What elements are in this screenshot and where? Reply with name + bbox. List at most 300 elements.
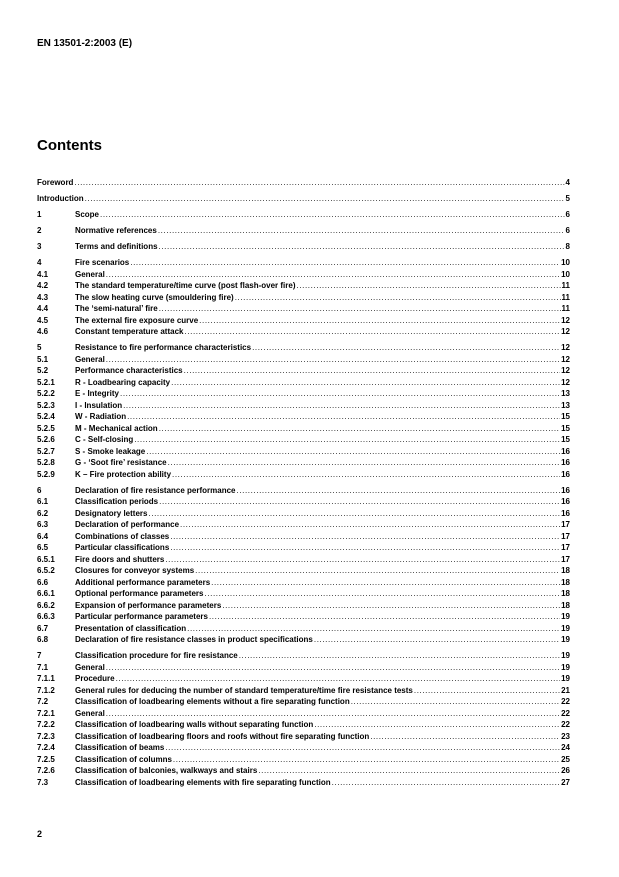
toc-dot-leader: [165, 554, 560, 566]
toc-entry-body: [75, 519, 570, 531]
toc-entry[interactable]: [37, 423, 570, 435]
toc-entry-label: Particular classifications: [75, 543, 170, 552]
toc-entry-page: 5: [565, 194, 570, 203]
toc-entry-body: [75, 542, 570, 554]
toc-entry-body: [75, 673, 570, 685]
toc-entry-page: 19: [561, 635, 570, 644]
toc-entry-page: 12: [561, 315, 570, 325]
toc-entry-page: 13: [561, 400, 570, 410]
toc-entry-label: I - Insulation: [75, 400, 123, 410]
toc-entry-page: 21: [561, 685, 570, 695]
toc-entry[interactable]: [37, 754, 570, 766]
toc-entry-label: The standard temperature/time curve (post flash-over fire): [75, 281, 296, 290]
toc-entry[interactable]: [37, 209, 570, 221]
toc-entry[interactable]: [37, 177, 570, 189]
toc-entry[interactable]: [37, 577, 570, 589]
toc-entry-body: [75, 731, 570, 743]
toc-entry-page: 12: [561, 354, 570, 364]
toc-entry-number: 6.6.2: [37, 600, 55, 610]
toc-entry-page: 15: [561, 412, 570, 421]
toc-entry[interactable]: [37, 269, 570, 281]
toc-dot-leader: [134, 434, 560, 446]
toc-entry[interactable]: [37, 457, 570, 469]
toc-entry-body: [75, 611, 570, 623]
toc-entry-body: [75, 280, 570, 292]
toc-dot-leader: [170, 542, 560, 554]
toc-entry-page: 17: [561, 520, 570, 529]
toc-entry-label: Terms and definitions: [75, 242, 158, 251]
toc-dot-leader: [170, 531, 560, 543]
toc-entry-label: Classification procedure for fire resistance: [75, 651, 238, 660]
toc-dot-leader: [187, 623, 560, 635]
toc-entry-number: 5.2.4: [37, 412, 55, 421]
toc-entry[interactable]: [37, 411, 570, 423]
toc-entry-number: 6.7: [37, 623, 49, 633]
toc-dot-leader: [116, 673, 561, 685]
toc-dot-leader: [314, 719, 560, 731]
toc-entry-label: The slow heating curve (smouldering fire): [75, 292, 234, 302]
toc-entry-body: [75, 708, 570, 720]
toc-entry-number: 5.2.8: [37, 458, 55, 467]
toc-entry-number: 6: [37, 485, 42, 495]
toc-entry-number: 7.3: [37, 777, 49, 787]
toc-entry-number: 6.6.1: [37, 589, 55, 598]
toc-entry-number: 6.1: [37, 497, 49, 506]
toc-entry-page: 12: [561, 343, 570, 352]
toc-entry-label: Classification of loadbearing floors and roofs without fire separating function: [75, 731, 370, 741]
toc-entry[interactable]: [37, 400, 570, 412]
toc-dot-leader: [209, 611, 560, 623]
toc-entry[interactable]: [37, 623, 570, 635]
toc-entry-body: [75, 365, 570, 377]
toc-entry-number: 4.5: [37, 315, 49, 325]
toc-entry-number: 6.4: [37, 531, 49, 541]
toc-entry-label: General rules for deducing the number of standard temperature/time fire resistance tests: [75, 685, 413, 695]
toc-entry-body: [75, 292, 570, 304]
toc-dot-leader: [199, 315, 560, 327]
toc-entry[interactable]: [37, 634, 570, 646]
toc-entry-body: [75, 496, 570, 508]
toc-entry-page: 26: [561, 766, 570, 775]
toc-entry-page: 22: [561, 708, 570, 718]
toc-dot-leader: [172, 469, 560, 481]
toc-dot-leader: [158, 225, 565, 237]
toc-entry[interactable]: [37, 257, 570, 269]
toc-entry-body: [75, 777, 570, 789]
toc-entry-body: [37, 177, 570, 189]
toc-entry[interactable]: [37, 742, 570, 754]
toc-entry-page: 22: [561, 697, 570, 706]
toc-entry-body: [75, 303, 570, 315]
toc-entry-page: 23: [561, 731, 570, 741]
toc-entry-body: [75, 531, 570, 543]
toc-entry-body: [75, 485, 570, 497]
toc-entry-label: Performance characteristics: [75, 366, 183, 375]
toc-entry-label: S - Smoke leakage: [75, 446, 146, 456]
toc-dot-leader: [171, 377, 560, 389]
toc-entry-page: 25: [561, 754, 570, 764]
page-number: 2: [37, 829, 43, 839]
toc-entry-page: 11: [561, 281, 570, 290]
toc-entry[interactable]: [37, 531, 570, 543]
toc-entry-page: 19: [561, 623, 570, 633]
toc-entry-label: Declaration of performance: [75, 520, 180, 529]
toc-dot-leader: [414, 685, 560, 697]
toc-entry-page: 15: [561, 435, 570, 444]
toc-dot-leader: [106, 662, 560, 674]
toc-entry-label: Combinations of classes: [75, 531, 170, 541]
toc-entry-label: Expansion of performance parameters: [75, 600, 222, 610]
toc-entry-body: [75, 588, 570, 600]
toc-entry-label: Optional performance parameters: [75, 589, 204, 598]
toc-entry[interactable]: [37, 611, 570, 623]
toc-entry-number: 7.2: [37, 697, 49, 706]
toc-entry-body: [75, 423, 570, 435]
toc-entry-number: 5.2.6: [37, 435, 55, 444]
toc-entry-number: 7.1: [37, 662, 49, 672]
toc-entry-page: 11: [561, 304, 570, 313]
toc-entry-body: [75, 241, 570, 253]
toc-entry-page: 8: [565, 242, 570, 251]
toc-entry-label: Additional performance parameters: [75, 577, 211, 587]
toc-dot-leader: [370, 731, 560, 743]
toc-entry-page: 18: [561, 600, 570, 610]
toc-entry-label: Fire scenarios: [75, 258, 130, 267]
toc-entry-number: 5.2.7: [37, 446, 55, 456]
toc-entry-label: K – Fire protection ability: [75, 469, 172, 479]
toc-entry-number: 6.3: [37, 520, 49, 529]
toc-entry-label: Presentation of classification: [75, 623, 187, 633]
toc-entry-number: 3: [37, 242, 42, 251]
toc-dot-leader: [173, 754, 560, 766]
toc-entry-number: 5.2.9: [37, 469, 55, 479]
toc-dot-leader: [332, 777, 560, 789]
toc-entry-number: 4.1: [37, 269, 49, 279]
toc-dot-leader: [235, 292, 561, 304]
toc-entry[interactable]: [37, 365, 570, 377]
toc-entry-number: 6.6.3: [37, 612, 55, 621]
toc-entry-page: 19: [561, 662, 570, 672]
toc-entry-body: [75, 554, 570, 566]
toc-entry-body: [75, 685, 570, 697]
toc-entry[interactable]: [37, 673, 570, 685]
toc-entry-body: [75, 719, 570, 731]
toc-entry-label: Classification of loadbearing elements without a fire separating function: [75, 697, 350, 706]
toc-entry-page: 22: [561, 720, 570, 729]
toc-entry-label: R - Loadbearing capacity: [75, 377, 171, 387]
toc-entry-number: 5.2: [37, 366, 49, 375]
toc-entry-label: Introduction: [37, 194, 84, 203]
toc-entry-number: 4.3: [37, 292, 49, 302]
toc-entry-label: Classification of columns: [75, 754, 172, 764]
toc-entry-body: [75, 434, 570, 446]
toc-entry-body: [75, 754, 570, 766]
toc-entry-page: 10: [561, 269, 570, 279]
toc-entry[interactable]: [37, 469, 570, 481]
toc-entry-label: Foreword: [37, 178, 74, 187]
toc-entry-number: 6.5.1: [37, 554, 55, 564]
toc-entry[interactable]: [37, 292, 570, 304]
toc-dot-leader: [222, 600, 560, 612]
toc-entry-body: [75, 400, 570, 412]
toc-dot-leader: [258, 765, 560, 777]
toc-entry-number: 5.2.5: [37, 423, 55, 433]
toc-entry-number: 7.2.6: [37, 766, 55, 775]
toc-dot-leader: [85, 193, 565, 205]
toc-dot-leader: [297, 280, 561, 292]
toc-entry-page: 12: [561, 366, 570, 375]
toc-entry-page: 19: [561, 612, 570, 621]
toc-entry-page: 19: [561, 674, 570, 683]
table-of-contents: [37, 177, 570, 788]
toc-entry-page: 13: [561, 389, 570, 398]
toc-entry-label: Constant temperature attack: [75, 327, 184, 336]
toc-entry-page: 27: [561, 777, 570, 787]
toc-entry-number: 6.5.2: [37, 566, 55, 575]
toc-entry-number: 7.2.1: [37, 708, 55, 718]
toc-entry-page: 12: [561, 377, 570, 387]
toc-entry-page: 16: [561, 508, 570, 518]
toc-dot-leader: [159, 241, 565, 253]
toc-entry-label: E - Integrity: [75, 389, 120, 398]
toc-entry-number: 5.2.2: [37, 389, 55, 398]
toc-entry-label: Classification of loadbearing elements with fire separating function: [75, 777, 331, 787]
toc-entry-label: Scope: [75, 210, 100, 219]
toc-dot-leader: [211, 577, 560, 589]
toc-entry-page: 18: [561, 577, 570, 587]
toc-dot-leader: [237, 485, 561, 497]
toc-entry-page: 6: [565, 210, 570, 219]
toc-entry-body: [75, 457, 570, 469]
toc-entry-label: General: [75, 354, 105, 364]
toc-entry[interactable]: [37, 696, 570, 708]
toc-dot-leader: [159, 303, 561, 315]
toc-entry-number: 7.2.3: [37, 731, 55, 741]
toc-entry-page: 17: [561, 554, 570, 564]
toc-entry-label: General: [75, 662, 105, 672]
toc-entry-page: 18: [561, 589, 570, 598]
toc-entry-label: Normative references: [75, 226, 157, 235]
toc-entry-body: [75, 662, 570, 674]
toc-entry-number: 5.2.1: [37, 377, 55, 387]
toc-entry-body: [75, 623, 570, 635]
toc-entry-label: Procedure: [75, 674, 115, 683]
toc-entry-body: [75, 377, 570, 389]
toc-entry-label: M - Mechanical action: [75, 423, 158, 433]
toc-entry[interactable]: [37, 731, 570, 743]
toc-entry[interactable]: [37, 685, 570, 697]
toc-dot-leader: [159, 423, 560, 435]
toc-dot-leader: [180, 519, 560, 531]
toc-entry-body: [75, 650, 570, 662]
toc-entry-label: The external fire exposure curve: [75, 315, 199, 325]
toc-entry-label: Closures for conveyor systems: [75, 566, 195, 575]
toc-entry-page: 16: [561, 469, 570, 479]
toc-entry-label: W - Radiation: [75, 412, 127, 421]
toc-entry-body: [75, 577, 570, 589]
toc-dot-leader: [184, 365, 560, 377]
toc-entry-number: 2: [37, 226, 42, 235]
toc-entry-body: [75, 600, 570, 612]
toc-dot-leader: [195, 565, 560, 577]
toc-entry-label: C - Self-closing: [75, 435, 134, 444]
toc-entry[interactable]: [37, 650, 570, 662]
toc-entry-body: [75, 225, 570, 237]
toc-dot-leader: [165, 742, 560, 754]
toc-entry-page: 24: [561, 743, 570, 752]
toc-entry-body: [75, 565, 570, 577]
toc-entry-body: [75, 765, 570, 777]
toc-entry-body: [75, 696, 570, 708]
toc-entry-body: [75, 508, 570, 520]
toc-entry-body: [75, 326, 570, 338]
toc-entry-label: Classification of beams: [75, 743, 165, 752]
toc-entry-label: Classification of loadbearing walls without separating function: [75, 720, 314, 729]
toc-entry-page: 16: [561, 458, 570, 467]
toc-entry-page: 16: [561, 485, 570, 495]
toc-entry-number: 7.1.1: [37, 674, 55, 683]
toc-entry-body: [75, 257, 570, 269]
toc-entry-page: 18: [561, 566, 570, 575]
toc-entry-number: 4.6: [37, 327, 49, 336]
toc-entry-body: [75, 469, 570, 481]
toc-dot-leader: [123, 400, 560, 412]
toc-dot-leader: [159, 496, 560, 508]
toc-dot-leader: [148, 508, 560, 520]
toc-entry-body: [75, 634, 570, 646]
toc-entry-page: 17: [561, 543, 570, 552]
document-header: EN 13501-2:2003 (E): [37, 38, 133, 49]
toc-entry-number: 7.2.5: [37, 754, 55, 764]
toc-entry-body: [75, 354, 570, 366]
toc-entry-page: 4: [565, 178, 570, 187]
toc-entry-body: [75, 742, 570, 754]
toc-entry-label: Designatory letters: [75, 508, 148, 518]
toc-entry-number: 7.2.4: [37, 743, 55, 752]
toc-entry[interactable]: [37, 326, 570, 338]
toc-dot-leader: [351, 696, 560, 708]
toc-entry[interactable]: [37, 485, 570, 497]
toc-entry[interactable]: [37, 777, 570, 789]
toc-entry-page: 17: [561, 531, 570, 541]
toc-dot-leader: [106, 708, 560, 720]
toc-entry-body: [75, 315, 570, 327]
toc-entry-body: [75, 342, 570, 354]
toc-entry[interactable]: [37, 588, 570, 600]
toc-entry[interactable]: [37, 600, 570, 612]
toc-entry-label: Particular performance parameters: [75, 612, 208, 621]
toc-entry[interactable]: [37, 388, 570, 400]
toc-entry-page: 15: [561, 423, 570, 433]
toc-dot-leader: [204, 588, 560, 600]
toc-entry[interactable]: [37, 280, 570, 292]
toc-entry-number: 7.1.2: [37, 685, 55, 695]
toc-entry[interactable]: [37, 519, 570, 531]
toc-dot-leader: [168, 457, 561, 469]
toc-entry[interactable]: [37, 496, 570, 508]
toc-entry-number: 6.5: [37, 543, 49, 552]
toc-entry[interactable]: [37, 377, 570, 389]
toc-entry[interactable]: [37, 708, 570, 720]
toc-dot-leader: [127, 411, 560, 423]
toc-entry-number: 5.2.3: [37, 400, 55, 410]
toc-entry[interactable]: [37, 241, 570, 253]
toc-entry[interactable]: [37, 193, 570, 205]
page-title: Contents: [37, 137, 102, 154]
toc-dot-leader: [239, 650, 560, 662]
toc-entry-label: G - ‘Soot fire’ resistance: [75, 458, 167, 467]
toc-entry-page: 16: [561, 497, 570, 506]
toc-entry-number: 7.2.2: [37, 720, 55, 729]
toc-dot-leader: [184, 326, 560, 338]
toc-entry-page: 11: [561, 292, 570, 302]
toc-entry-number: 6.6: [37, 577, 49, 587]
toc-entry-page: 6: [565, 226, 570, 235]
toc-entry-number: 1: [37, 210, 42, 219]
toc-entry[interactable]: [37, 542, 570, 554]
toc-entry[interactable]: [37, 354, 570, 366]
toc-entry-number: 7: [37, 651, 42, 660]
toc-entry-label: The ‘semi-natural’ fire: [75, 304, 158, 313]
toc-dot-leader: [146, 446, 560, 458]
toc-entry-number: 6.2: [37, 508, 49, 518]
toc-entry-number: 5.1: [37, 354, 49, 364]
toc-dot-leader: [106, 354, 560, 366]
toc-entry-number: 6.8: [37, 635, 49, 644]
toc-entry-body: [37, 193, 570, 205]
toc-entry[interactable]: [37, 662, 570, 674]
toc-entry-label: Resistance to fire performance characteristics: [75, 343, 252, 352]
toc-entry[interactable]: [37, 225, 570, 237]
toc-entry-number: 4: [37, 258, 42, 267]
toc-entry-body: [75, 446, 570, 458]
toc-entry[interactable]: [37, 565, 570, 577]
toc-entry-label: General: [75, 708, 105, 718]
toc-dot-leader: [130, 257, 560, 269]
toc-dot-leader: [100, 209, 565, 221]
toc-entry-label: General: [75, 269, 105, 279]
toc-entry-label: Fire doors and shutters: [75, 554, 165, 564]
toc-entry[interactable]: [37, 765, 570, 777]
toc-entry-page: 16: [561, 446, 570, 456]
toc-entry-page: 19: [561, 651, 570, 660]
toc-entry[interactable]: [37, 446, 570, 458]
toc-entry-body: [75, 411, 570, 423]
toc-entry[interactable]: [37, 554, 570, 566]
toc-entry-page: 12: [561, 327, 570, 336]
toc-entry-number: 4.4: [37, 304, 49, 313]
toc-entry[interactable]: [37, 719, 570, 731]
toc-entry-label: Classification periods: [75, 497, 159, 506]
toc-dot-leader: [120, 388, 560, 400]
toc-entry-body: [75, 388, 570, 400]
toc-entry[interactable]: [37, 508, 570, 520]
toc-entry[interactable]: [37, 342, 570, 354]
toc-entry-label: Classification of balconies, walkways and stairs: [75, 766, 258, 775]
toc-entry[interactable]: [37, 303, 570, 315]
toc-entry-label: Declaration of fire resistance classes in product specifications: [75, 635, 313, 644]
toc-entry[interactable]: [37, 315, 570, 327]
toc-entry-body: [75, 209, 570, 221]
toc-entry-page: 10: [561, 258, 570, 267]
toc-dot-leader: [314, 634, 560, 646]
toc-entry[interactable]: [37, 434, 570, 446]
toc-entry-number: 4.2: [37, 281, 49, 290]
toc-dot-leader: [252, 342, 560, 354]
toc-dot-leader: [106, 269, 560, 281]
toc-entry-body: [75, 269, 570, 281]
toc-entry-label: Declaration of fire resistance performance: [75, 485, 236, 495]
